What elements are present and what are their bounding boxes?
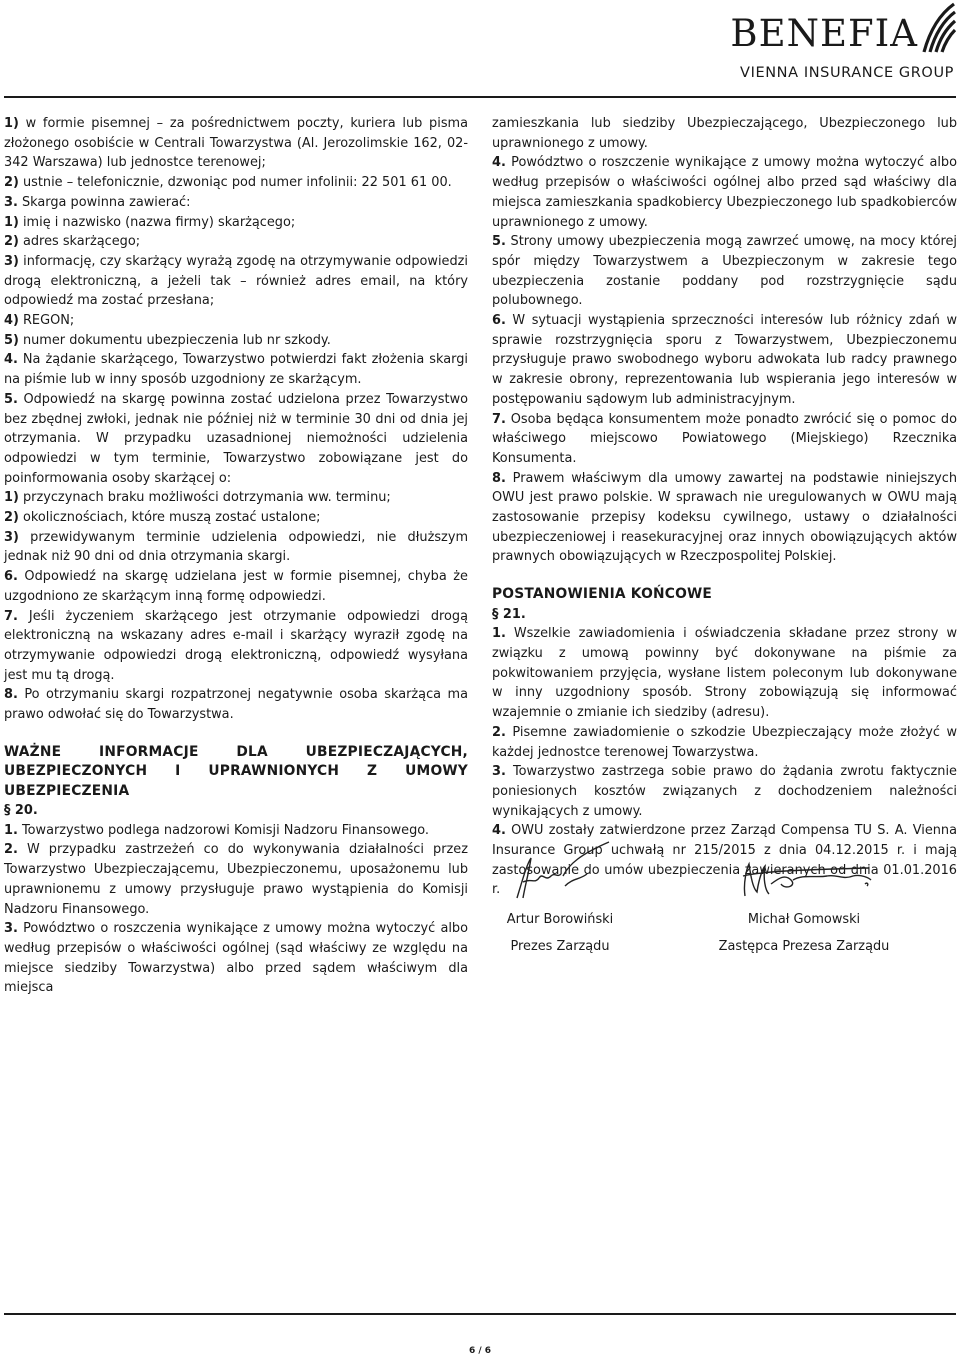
clause-number: 4. — [492, 155, 506, 171]
clause-text: Odpowiedź na skargę powinna zostać udzielona przez Towarzystwo bez zbędnej zwłoki, jednak nie później niż w terminie 30 dni od dnia jej otrzymania. W przypadku uzasadnionej niemożności udzielenia odpowiedzi w tym terminie, Towarzystwo zobowiązane jest do poinformowania osoby skarżącej o: — [4, 391, 468, 486]
clause-text: W przypadku zastrzeżeń co do wykonywania działalności przez Towarzystwo Ubezpieczającemu, Ubezpieczonemu, uposażonemu lub uprawnionemu z umowy przysługuje prawo wystąpienia do Komisji Nadzoru Finansowego. — [4, 842, 468, 917]
handwritten-signature-icon — [505, 838, 615, 904]
clause — [492, 410, 957, 469]
clause-text: przewidywanym terminie udzielenia odpowiedzi, nie dłuższym jednak niż 90 dni od dnia otrzymania skargi. — [4, 529, 468, 565]
clause — [4, 390, 468, 489]
clause — [4, 350, 468, 389]
clause-number: 4) — [4, 313, 19, 329]
clause — [4, 488, 468, 508]
clause-number: 8. — [4, 687, 18, 703]
clause — [492, 469, 957, 568]
clause-number: 2. — [4, 842, 18, 858]
clause — [4, 114, 468, 173]
clause — [492, 232, 957, 311]
clause-number: 8. — [492, 470, 506, 486]
signatory-name: Michał Gomowski — [747, 912, 861, 927]
section-21-heading: POSTANOWIENIA KOŃCOWE — [492, 586, 713, 603]
clause-number: 1. — [4, 822, 18, 838]
clause — [4, 840, 468, 919]
signature-block — [492, 838, 628, 956]
clause-text: informację, czy skarżący wyrażą zgodę na otrzymywanie odpowiedzi drogą elektroniczną, a jeżeli tak – również adres email, na który odpowiedź ma zostać przesłana; — [4, 253, 468, 309]
clause-text: Pisemne zawiadomienie o szkodzie Ubezpieczający może złożyć w każdej jednostce terenowej Towarzystwa. — [492, 724, 957, 760]
clause-number: 1) — [4, 214, 19, 230]
left-column — [4, 114, 468, 998]
clause-text: Powództwo o roszczenia wynikające z umowy można wytoczyć albo według przepisów o właściwości ogólnej (sąd właściwy ze względu na miejsce siedziby Towarzystwa) albo przed sądem właściwym dla miejsca — [4, 921, 468, 996]
clause-number: 7. — [4, 608, 18, 624]
clause — [492, 723, 957, 762]
clause-text: przyczynach braku możliwości dotrzymania ww. terminu; — [18, 490, 391, 506]
clause-number: 3. — [4, 921, 18, 937]
clause-number: 2. — [492, 724, 506, 740]
signature-block — [704, 838, 904, 956]
clause-number: 2) — [4, 510, 19, 526]
clause-text: adres skarżącego; — [18, 234, 141, 250]
clause-text: Wszelkie zawiadomienia i oświadczenia składane przez strony w związku z umową powinny być dokonywane na piśmie za pokwitowaniem przyjęcia, wysłane listem poleconym lub dokonywane w inny uzgodniony sposób. Strony zobowiązują się informować wzajemnie o zmianie ich siedziby (adresu). — [492, 626, 957, 721]
clause — [4, 919, 468, 998]
signatory-title: Prezes Zarządu — [510, 938, 610, 954]
clause — [492, 311, 957, 410]
clause-number: 3. — [4, 194, 18, 210]
clause-number: 1) — [4, 490, 19, 506]
clause-number: 4. — [4, 352, 18, 368]
brand-name: BENEFIA — [730, 12, 918, 55]
brand-swoosh-icon — [920, 0, 956, 56]
clause-text: REGON; — [18, 313, 75, 329]
clause-text: Na żądanie skarżącego, Towarzystwo potwierdzi fakt złożenia skargi na piśmie lub w inny sposób uzgodniony ze skarżącym. — [4, 352, 468, 388]
clause-text: Jeśli życzeniem skarżącego jest otrzymanie odpowiedzi drogą elektroniczną na wskazany adres e-mail i skarżący wyraził zgodę na otrzymywanie odpowiedzi drogą elektroniczną, odpowiedź wysyłana jest mu tą drogą. — [4, 608, 468, 683]
clause-number: 6. — [4, 569, 18, 585]
section-21-number: § 21. — [492, 606, 526, 622]
clause-text: W sytuacji wystąpienia sprzeczności interesów lub różnicy zdań w sprawie rozstrzygnięcia sporu z Towarzystwem, Ubezpieczonemu przysługuje prawo swobodnego wyboru adwokata lub radcy prawnego w zakresie obrony, reprezentowania lub wspierania jego interesów w postępowaniu sądowym lub administracyjnym. — [492, 313, 957, 407]
clause-number: 5. — [492, 234, 506, 250]
clause — [4, 173, 468, 193]
section-20-continued-clauses — [492, 114, 957, 567]
clause-number: 7. — [492, 411, 506, 427]
clause-text: Prawem właściwym dla umowy zawartej na podstawie niniejszych OWU jest prawo polskie. W sprawach nie uregulowanych w OWU mają zastosowanie przepisy kodeksu cywilnego, ustawy o działalności ubezpieczeniowej i reasekuracyjnej oraz innych obowiązujących aktów prawnych obowiązujących w Rzeczpospolitej Polskiej. — [492, 470, 957, 565]
clause — [4, 508, 468, 528]
clause — [4, 311, 468, 331]
clause — [4, 232, 468, 252]
signatory-title: Zastępca Prezesa Zarządu — [718, 938, 890, 954]
footer-divider — [4, 1313, 956, 1315]
clause — [492, 762, 957, 821]
clause — [4, 252, 468, 311]
clause-number: 2) — [4, 175, 19, 191]
page-number: 6 / 6 — [468, 1346, 492, 1356]
clause — [4, 607, 468, 686]
clause-text: ustnie – telefonicznie, dzwoniąc pod numer infolinii: 22 501 61 00. — [18, 175, 452, 191]
signatures — [492, 838, 957, 968]
clause-text: zamieszkania lub siedziby Ubezpieczającego, Ubezpieczonego lub uprawnionego z umowy. — [492, 116, 957, 151]
clause-number: 5. — [4, 391, 18, 407]
clause — [492, 624, 957, 723]
clause-text: numer dokumentu ubezpieczenia lub nr szkody. — [18, 332, 331, 348]
clause — [4, 567, 468, 606]
clause-number: 2) — [4, 234, 19, 250]
clause-text: Osoba będąca konsumentem może ponadto zwrócić się o pomoc do właściwego miejscowo Powiatowego (Miejskiego) Rzecznika Konsumenta. — [492, 411, 957, 466]
company-logo — [726, 0, 956, 90]
header-divider — [4, 96, 956, 98]
clause-number: 4. — [492, 823, 506, 839]
section-20-heading: WAŻNE INFORMACJE DLA UBEZPIECZAJĄCYCH, UBEZPIECZONYCH I UPRAWNIONYCH Z UMOWY UBEZPIECZENIA — [4, 743, 468, 799]
clause-text: imię i nazwisko (nazwa firmy) skarżącego; — [18, 214, 296, 230]
clause-text: Odpowiedź na skargę udzielana jest w formie pisemnej, chyba że uzgodniono ze skarżącym inną formę odpowiedzi. — [4, 569, 468, 604]
clause-text: Towarzystwo zastrzega sobie prawo do żądania zwrotu faktycznie poniesionych kosztów związanych z dochodzeniem należności wynikających z umowy. — [492, 764, 957, 819]
section-20-number: § 20. — [4, 803, 38, 819]
section-20-clauses — [4, 821, 468, 998]
signatory-name: Artur Borowiński — [506, 912, 614, 927]
clause-text: OWU zostały zatwierdzone przez Zarząd Compensa TU S. A. Vienna Insurance Group uchwałą nr 215/2015 z dnia 04.12.2015 r. i mają zastosowanie do umów ubezpieczenia zawieranych od dnia 01.01.2016 r. — [492, 823, 957, 898]
clause-text: Powództwo o roszczenie wynikające z umowy można wytoczyć albo według przepisów o właściwości ogólnej albo przed sąd właściwy dla miejsca zamieszkania spadkobiercy Ubezpieczonego lub spadkobierców uprawnionego z umowy. — [492, 155, 957, 230]
clause-number: 3. — [492, 764, 506, 780]
complaint-clauses — [4, 114, 468, 725]
clause-number: 3) — [4, 253, 19, 269]
brand-group-name: VIENNA INSURANCE GROUP — [740, 65, 954, 81]
clause-text: okolicznościach, które muszą zostać ustalone; — [18, 510, 321, 526]
clause-text: Strony umowy ubezpieczenia mogą zawrzeć umowę, na mocy której spór między Towarzystwem a Ubezpieczonym w zakresie tego ubezpieczenia zostanie poddany pod rozstrzygnięcie sądu polubownego. — [492, 234, 957, 309]
clause — [4, 193, 468, 213]
clause-number: 3) — [4, 529, 19, 545]
clause — [4, 331, 468, 351]
clause — [4, 821, 468, 841]
clause-text: Skarga powinna zawierać: — [17, 194, 191, 210]
clause-text: Towarzystwo podlega nadzorowi Komisji Nadzoru Finansowego. — [17, 822, 430, 838]
clause-number: 1. — [492, 626, 506, 642]
clause — [492, 153, 957, 232]
clause-text: w formie pisemnej – za pośrednictwem poczty, kuriera lub pisma złożonego osobiście w Centrali Towarzystwa (Al. Jerozolimskie 162, 02-342 Warszawa) lub jednostce terenowej; — [4, 116, 468, 171]
clause — [4, 213, 468, 233]
clause-number: 6. — [492, 313, 506, 329]
clause-text: Po otrzymaniu skargi rozpatrzonej negatywnie osoba skarżąca ma prawo odwołać się do Towarzystwa. — [4, 687, 468, 723]
clause-number: 5) — [4, 332, 19, 348]
clause — [492, 114, 957, 153]
right-column — [492, 114, 957, 900]
clause — [4, 528, 468, 567]
clause-number: 1) — [4, 116, 19, 131]
handwritten-signature-icon — [719, 838, 889, 904]
clause — [4, 685, 468, 724]
